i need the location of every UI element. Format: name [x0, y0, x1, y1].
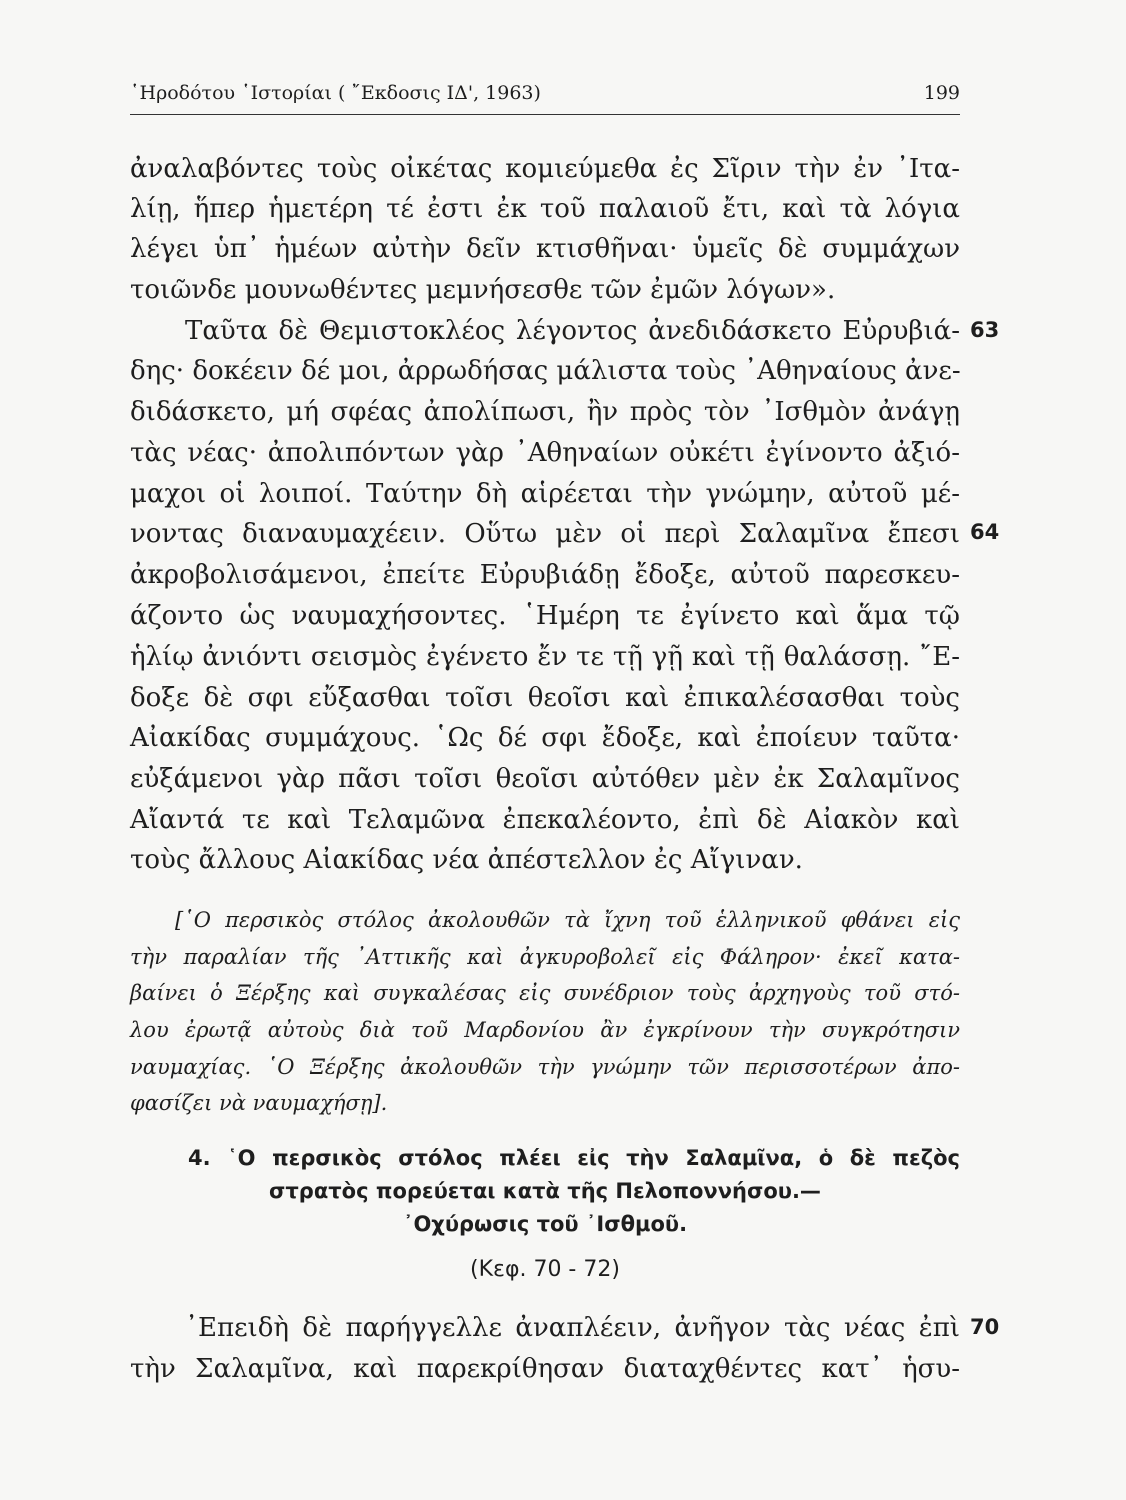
text-line: ἀκροβολισάμενοι, ἐπείτε Εὐρυβιάδῃ ἔδοξε, αὐτοῦ παρεσκευ- [130, 560, 960, 590]
text-line: λέγει ὑπ᾽ ἡμέων αὐτὴν δεῖν κτισθῆναι· ὑμεῖς δὲ συμμάχων [130, 234, 960, 264]
running-header [130, 82, 960, 112]
text-line: λίῃ, ἥπερ ἡμετέρη τέ ἐστι ἐκ τοῦ παλαιοῦ ἔτι, καὶ τὰ λόγια [130, 194, 960, 224]
text-line: ᾽Επειδὴ δὲ παρήγγελλε ἀναπλέειν, ἀνῆγον τὰς νέας ἐπὶ [185, 1313, 960, 1343]
text-line: Αἰακίδας συμμάχους. ῾Ως δέ σφι ἔδοξε, καὶ ἐποίευν ταῦτα· [130, 723, 960, 753]
text-line: εὐξάμενοι γὰρ πᾶσι τοῖσι θεοῖσι αὐτόθεν μὲν ἐκ Σαλαμῖνος [130, 764, 960, 794]
margin-number-70: 70 [970, 1315, 1000, 1339]
text-line: νοντας διαναυμαχέειν. Οὕτω μὲν οἱ περὶ Σαλαμῖνα ἔπεσι [130, 519, 960, 549]
text-line: δοξε δὲ σφι εὔξασθαι τοῖσι θεοῖσι καὶ ἐπικαλέσασθαι τοὺς [130, 683, 960, 713]
summary-line: τὴν παραλίαν τῆς ᾽Αττικῆς καὶ ἀγκυροβολεῖ εἰς Φάληρον· ἐκεῖ κατα- [130, 945, 960, 969]
text-line: μαχοι οἱ λοιποί. Ταύτην δὴ αἱρέεται τὴν γνώμην, αὐτοῦ μέ- [130, 479, 960, 509]
text-line: τοιῶνδε μουνωθέντες μεμνήσεσθε τῶν ἐμῶν λόγων». [130, 275, 836, 305]
summary-line: ναυμαχίας. ῾Ο Ξέρξης ἀκολουθῶν τὴν γνώμην τῶν περισσοτέρων ἀπο- [130, 1055, 960, 1079]
text-line: ἡλίῳ ἀνιόντι σεισμὸς ἐγένετο ἔν τε τῇ γῇ καὶ τῇ θαλάσσῃ. ῎Ε- [130, 642, 960, 672]
text-line: τοὺς ἄλλους Αἰακίδας νέα ἀπέστελλον ἐς Αἴγιναν. [130, 845, 803, 875]
section-heading-line: ᾽Οχύρωσις τοῦ ᾽Ισθμοῦ. [402, 1212, 688, 1236]
summary-line: λου ἐρωτᾷ αὐτοὺς διὰ τοῦ Μαρδονίου ἂν ἐγκρίνουν τὴν συγκρότησιν [130, 1018, 960, 1042]
text-line: τὴν Σαλαμῖνα, καὶ παρεκρίθησαν διαταχθέντες κατ᾽ ἡσυ- [130, 1354, 960, 1384]
margin-number-63: 63 [970, 318, 1000, 342]
header-rule [130, 114, 960, 115]
text-line: διδάσκετο, μή σφέας ἀπολίπωσι, ἢν πρὸς τὸν ᾽Ισθμὸν ἀνάγῃ [130, 397, 960, 427]
text-line: τὰς νέας· ἀπολιπόντων γὰρ ᾽Αθηναίων οὐκέτι ἐγίνοντο ἀξιό- [130, 438, 960, 468]
header-title: ῾Ηροδότου ῾Ιστορίαι ( ῎Εκδοσις ΙΔ', 1963) [130, 82, 541, 104]
page-number: 199 [923, 82, 960, 104]
summary-line: φασίζει νὰ ναυμαχήσῃ]. [130, 1091, 388, 1115]
text-line: άζοντο ὡς ναυμαχήσοντες. ῾Ημέρη τε ἐγίνετο καὶ ἅμα τῷ [130, 601, 960, 631]
margin-number-64: 64 [970, 520, 1000, 544]
text-line: Αἴαντά τε καὶ Τελαμῶνα ἐπεκαλέοντο, ἐπὶ δὲ Αἰακὸν καὶ [130, 805, 960, 835]
summary-line: [῾Ο περσικὸς στόλος ἀκολουθῶν τὰ ἴχνη τοῦ ἑλληνικοῦ φθάνει εἰς [175, 908, 960, 932]
section-heading-line: στρατὸς πορεύεται κατὰ τῆς Πελοποννήσου.— [269, 1179, 821, 1203]
summary-line: βαίνει ὁ Ξέρξης καὶ συγκαλέσας εἰς συνέδριον τοὺς ἀρχηγοὺς τοῦ στό- [130, 981, 960, 1005]
section-heading-line: 4. ῾Ο περσικὸς στόλος πλέει εἰς τὴν Σαλαμῖνα, ὁ δὲ πεζὸς [188, 1146, 960, 1170]
text-line: δης· δοκέειν δέ μοι, ἀρρωδήσας μάλιστα τοὺς ᾽Αθηναίους ἀνε- [130, 356, 961, 386]
chapter-reference: (Κεφ. 70 - 72) [470, 1257, 620, 1282]
text-line: Ταῦτα δὲ Θεμιστοκλέος λέγοντος ἀνεδιδάσκετο Εὐρυβιά- [185, 316, 960, 346]
text-line: ἀναλαβόντες τοὺς οἰκέτας κομιεύμεθα ἐς Σῖριν τὴν ἐν ᾽Ιτα- [130, 154, 960, 184]
